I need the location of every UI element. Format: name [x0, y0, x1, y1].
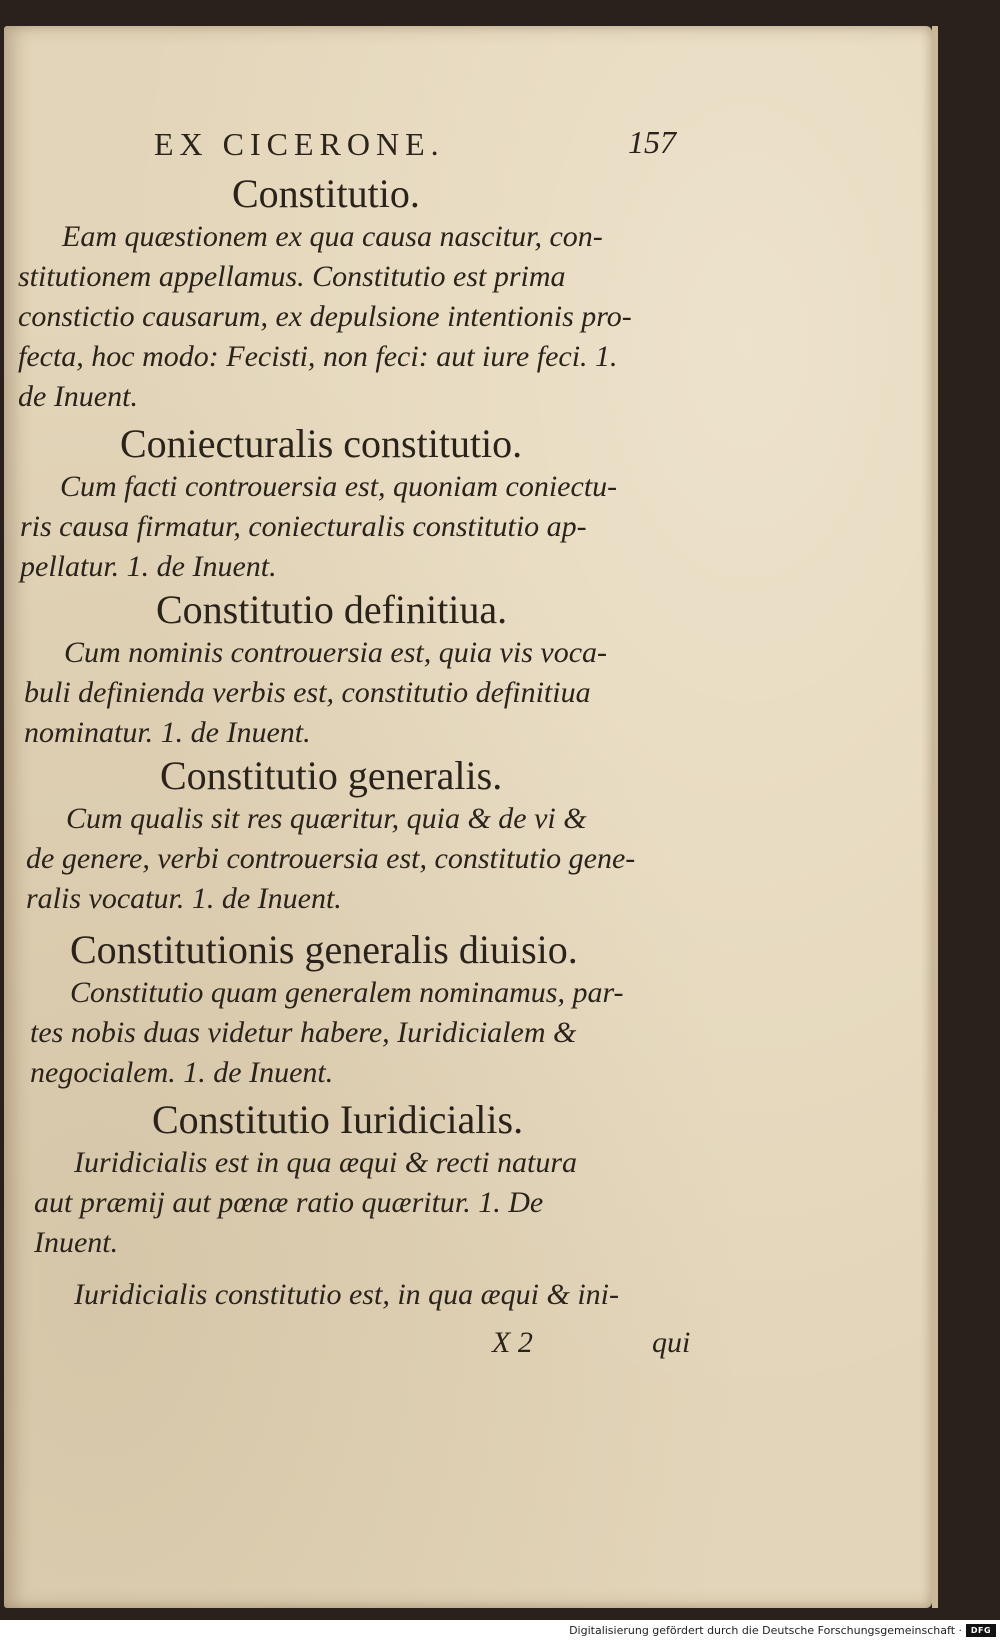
- text-line: buli definienda verbis est, constitutio definitiua: [24, 676, 591, 709]
- text-line: pellatur. 1. de Inuent.: [20, 550, 277, 583]
- section-heading: Constitutionis generalis diuisio.: [70, 927, 578, 972]
- running-head: EX CICERONE.: [154, 126, 445, 162]
- text-line: Cum nominis controuersia est, quia vis voca-: [64, 636, 608, 669]
- signature-mark: X 2: [492, 1326, 533, 1359]
- text-line: Constitutio quam generalem nominamus, par-: [70, 976, 624, 1009]
- text-line: Iuridicialis est in qua æqui & recti natura: [74, 1146, 578, 1179]
- page-number: 157: [628, 124, 676, 160]
- book-page: [4, 26, 932, 1608]
- text-line: fecta, hoc modo: Fecisti, non feci: aut iure feci. 1.: [18, 340, 618, 373]
- footer-bar: [0, 1620, 1000, 1642]
- text-line: de genere, verbi controuersia est, constitutio gene-: [26, 842, 636, 875]
- text-line: constictio causarum, ex depulsione intentionis pro-: [18, 300, 632, 333]
- text-line: negocialem. 1. de Inuent.: [30, 1056, 334, 1089]
- section-heading: Constitutio Iuridicialis.: [152, 1097, 524, 1142]
- catchword: qui: [652, 1326, 691, 1359]
- text-line: aut præmij aut pœnæ ratio quæritur. 1. De: [34, 1186, 544, 1219]
- page-edge: [932, 26, 938, 1608]
- text-line: de Inuent.: [18, 380, 138, 413]
- text-line: nominatur. 1. de Inuent.: [24, 716, 311, 749]
- dfg-logo: DFG: [966, 1624, 996, 1637]
- section-heading: Coniecturalis constitutio.: [120, 421, 523, 466]
- section-heading: Constitutio definitiua.: [156, 587, 508, 632]
- text-line: Iuridicialis constitutio est, in qua æqui & ini-: [74, 1278, 619, 1311]
- text-line: tes nobis duas videtur habere, Iuridicialem &: [30, 1016, 577, 1049]
- text-line: Cum facti controuersia est, quoniam coniectu-: [60, 470, 618, 503]
- text-line: Inuent.: [34, 1226, 119, 1259]
- text-line: ris causa firmatur, coniecturalis constitutio ap-: [20, 510, 587, 543]
- text-line: Cum qualis sit res quæritur, quia & de vi &: [66, 802, 587, 835]
- footer-credit: Digitalisierung gefördert durch die Deutsche Forschungsgemeinschaft ·: [569, 1624, 962, 1637]
- section-heading: Constitutio.: [232, 171, 420, 216]
- section-heading: Constitutio generalis.: [160, 753, 503, 798]
- text-line: Eam quæstionem ex qua causa nascitur, con-: [62, 220, 603, 253]
- text-line: stitutionem appellamus. Constitutio est prima: [18, 260, 566, 293]
- text-line: ralis vocatur. 1. de Inuent.: [26, 882, 342, 915]
